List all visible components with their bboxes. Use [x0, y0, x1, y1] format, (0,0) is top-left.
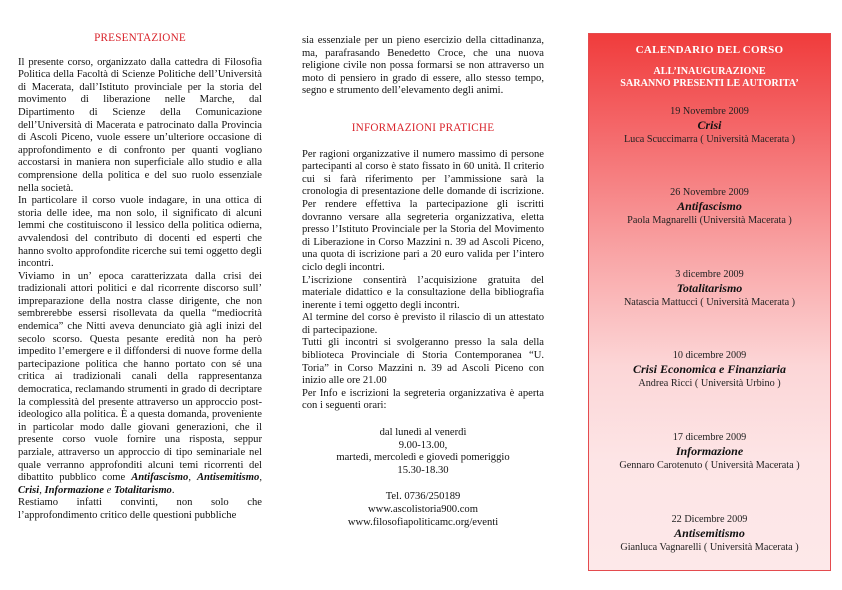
- website-link-1[interactable]: www.ascolistoria900.com: [368, 504, 478, 515]
- event-speaker: Natascia Mattucci ( Università Macerata ): [623, 297, 796, 308]
- info-paragraph-5: Per Info e iscrizioni la segreteria organizzativa è aperta con i seguenti orari:: [302, 387, 544, 412]
- website-link-2[interactable]: www.filosofiapoliticamc.org/eventi: [347, 516, 499, 528]
- keyword-totalitarismo: Totalitarismo: [113, 484, 172, 496]
- keyword-antifascismo: Antifascismo: [131, 472, 189, 484]
- calendar-event-6: [589, 514, 830, 553]
- keyword-crisi: Crisi: [18, 484, 40, 496]
- office-hours-time-2: 15.30-18.30: [397, 464, 449, 476]
- calendar-event-1: [589, 106, 830, 145]
- presentation-heading: PRESENTAZIONE: [94, 32, 186, 44]
- keyword-separator: ,: [39, 484, 45, 496]
- event-speaker: Andrea Ricci ( Università Urbino ): [638, 378, 781, 389]
- office-hours-days-1: dal lunedì al venerdì: [379, 427, 467, 439]
- keyword-antisemitismo: Antisemitismo: [196, 472, 260, 484]
- keyword-separator: ,: [188, 472, 197, 484]
- presentation-paragraph-4: Restiamo infatti convinti, non solo che l’approfondimento critico delle questioni pubbliche: [18, 497, 262, 521]
- event-date: 3 dicembre 2009: [675, 269, 744, 280]
- info-paragraph-3: Al termine del corso è previsto il rilascio di un attestato di partecipazione.: [302, 312, 544, 336]
- event-speaker: Luca Scuccimarra ( Università Macerata ): [623, 134, 796, 145]
- presentation-continuation: sia essenziale per un pieno esercizio della cittadinanza, ma, parafrasando Benedetto Croce, che una nuova religione civile non possa formarsi se non attraverso un moto di pensiero in grado di essere, allo stesso tempo, segno e strumento dell’elevamento degli animi.: [302, 35, 544, 97]
- calendar-subtitle: [589, 66, 830, 90]
- presentation-paragraph-2: In particolare il corso vuole indagare, in una ottica di storia delle idee, ma non solo, il significato di alcuni lemmi che costituiscono il lessico della politica odierna, avvalendosi del contributo di docenti ed esperti che hanno svolto approfondite ricerche sui temi oggetto degli incontri.: [18, 195, 262, 270]
- office-hours-days-2: martedì, mercoledì e giovedì pomeriggio: [336, 452, 510, 464]
- event-title: Crisi: [697, 118, 722, 132]
- calendar-event-5: [589, 432, 830, 471]
- paragraph-end: .: [171, 484, 175, 496]
- event-title: Totalitarismo: [676, 281, 743, 295]
- event-speaker: Gianluca Vagnarelli ( Università Macerata ): [620, 542, 799, 553]
- event-title: Antisemitismo: [674, 526, 745, 540]
- keyword-separator: e: [103, 484, 114, 496]
- event-date: 10 dicembre 2009: [672, 350, 747, 361]
- info-paragraph-4: Tutti gli incontri si svolgeranno presso la sala della biblioteca Provinciale di Storia Contemporanea “U. Toria” in Corso Mazzini n. 39 ad Ascoli Piceno con inizio alle ore 21.00: [302, 337, 544, 387]
- info-heading: INFORMAZIONI PRATICHE: [351, 121, 495, 134]
- event-date: 26 Novembre 2009: [670, 187, 749, 198]
- event-speaker: Gennaro Carotenuto ( Università Macerata ): [619, 460, 800, 471]
- presentation-column: [18, 32, 262, 523]
- info-paragraph-1: Per ragioni organizzative il numero massimo di persone partecipanti al corso è stato fissato in 60 unità. Il criterio cui si farà riferimento per l’ammissione sarà la cronologia di presentazione delle domande di iscrizione. Per rendere effettiva la partecipazione gli iscritti dovranno versare alla segreteria organizzativa, eletta presso l’Istituto Provinciale per la Storia del Movimento di Liberazione in Corso Mazzini n. 39 ad Ascoli Piceno, una quota di iscrizione pari a 20 euro valida per l’intero ciclo degli incontri.: [302, 148, 544, 273]
- info-column: [302, 35, 544, 529]
- calendar-title: CALENDARIO DEL CORSO: [635, 44, 784, 56]
- phone-number: Tel. 0736/250189: [385, 491, 461, 503]
- calendar-event-2: [589, 187, 830, 226]
- presentation-paragraph-3-text: Viviamo in un’ epoca caratterizzata dalla crisi dei tradizionali attori politici e dal ricorrente discorso sull’ impreparazione della nostra classe dirigente, che non sembrerebbe essersi risollevata da quella “mediocrità endemica” che Nitti aveva denunciato già agli inizi del secolo scorso. Questa pesante eredità non ha però impedito l’emergere e il diffondersi di nuove forme della partecipazione politica che hanno portato con sé una critica ai tradizionali canali della rappresentanza democratica, reclamando strumenti in grado di decriptare la complessità del presente attraverso un approccio post-ideologico alla politica. È a questa domanda, proveniente in particolar modo dalle giovani generazioni, che il presente corso vuole fornire una risposta, seppur parziale, attraverso un approccio di tipo seminariale nel quale verranno approfonditi alcuni temi ricorrenti del dibattito pubblico come: [18, 270, 262, 484]
- event-date: 19 Novembre 2009: [670, 106, 749, 117]
- keyword-informazione: Informazione: [44, 484, 104, 496]
- info-paragraph-2: L’iscrizione consentirà l’acquisizione gratuita del materiale didattico e la consultazione della bibliografia inerente i temi oggetto degli incontri.: [302, 274, 544, 311]
- presentation-paragraph-3: [18, 271, 262, 498]
- event-title: Antifascismo: [677, 199, 742, 213]
- calendar-panel: [588, 33, 831, 571]
- event-date: 22 Dicembre 2009: [671, 514, 748, 525]
- calendar-event-4: [589, 350, 830, 389]
- event-date: 17 dicembre 2009: [672, 432, 747, 443]
- calendar-subtitle-line-1: ALL’INAUGURAZIONE: [653, 66, 766, 77]
- calendar-subtitle-line-2: SARANNO PRESENTI LE AUTORITA’: [620, 77, 799, 89]
- keyword-separator: ,: [259, 472, 262, 484]
- event-title: Informazione: [675, 444, 744, 458]
- calendar-event-3: [589, 269, 830, 308]
- office-hours-time-1: 9.00-13.00,: [398, 439, 448, 451]
- presentation-paragraph-1: Il presente corso, organizzato dalla cattedra di Filosofia Politica della Facoltà di Scienze Politiche dell’Università di Macerata, dall’Istituto provinciale per la storia del movimento di liberazione nelle Marche, dal Dipartimento di Scienze della Comunicazione dell’Università di Macerata e patrocinato dalla Provincia di Ascoli Piceno, vuole essere un’ulteriore occasione di approfondimento e di confronto per quanti vogliano accostarsi in maniera non superficiale allo studio e alla comprensione della politica e del suo ruolo essenziale nella società.: [18, 56, 262, 194]
- event-speaker: Paola Magnarelli (Università Macerata ): [627, 215, 792, 226]
- event-title: Crisi Economica e Finanziaria: [632, 362, 787, 376]
